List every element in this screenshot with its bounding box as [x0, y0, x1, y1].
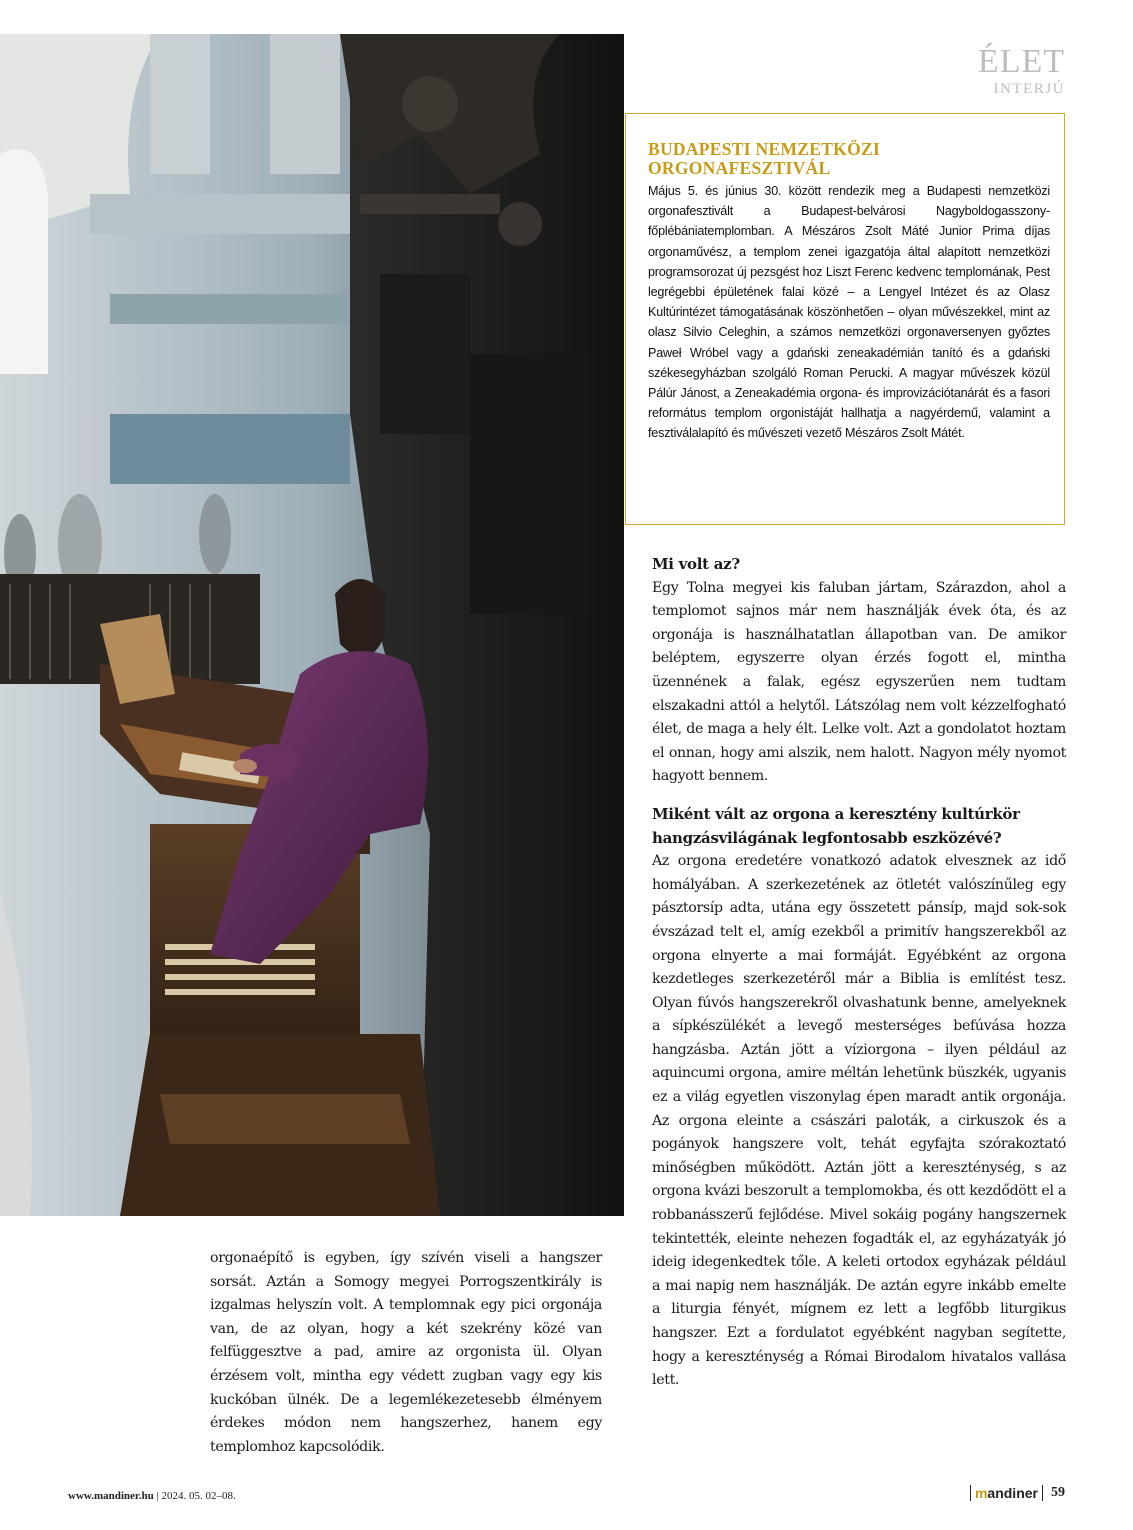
answer-2: Az orgona eredetére vonatkozó adatok elvesznek az idő homályában. A szerkezetének az ötletét valószínűleg egy pásztorsíp adta, utána egy összetett pánsíp, majd sok-sok évszázad telt el, amíg ezekből a primitív hangszerekből az orgona elnyerte a mai formáját. Egyébként az orgona kezdetleges szerkezetéről már a Biblia is említést tesz. Olyan fúvós hangszerekről olvashatunk benne, amelyeknek a sípkészülékét a levegő mesterséges befúvása hozza hangzásba. Aztán jött a víziorgona – ilyen például az aquincumi orgona, amire méltán lehetünk büszkék, ugyanis ez a világ egyetlen viszonylag épen maradt antik orgonája. Az orgona eleinte a császári paloták, a cirkuszok és a pogányok hangszere volt, tehát egyfajta szórakoztató minőségben működött. Aztán jött a kereszténység, s az orgona kvázi beszorult a templomokba, és ott kezdődött el a robbanásszerű fejlődése. Mivel sokáig pogány hangszernek tekintették, eleinte nehezen fogadták el, az egyházatyák jó ideig idegenkedtek tőle. A keleti ortodox egyházak például a mai napig nem használják. De aztán egyre inkább emelte a liturgia fényét, mígnem ez lett a legfőbb liturgikus hangszer. Ezt a fordulatot egyébként nagyban segítette, hogy a kereszténység a Római Birodalom hivatalos vallása lett. — [652, 853, 1066, 1389]
infobox-text: Május 5. és június 30. között rendezik meg a Budapesti nemzetközi orgonafesztivált a Budapest-belvárosi Nagyboldogasszony-főplébániatemplomban. A Mészáros Zsolt Máté Junior Prima díjas orgonaművész, a templom zenei igazgatója által alapított nemzetközi programsorozat új pezsgést hoz Liszt Ferenc kedvenc templomának, Pest legrégebbi épületének falai közé – a Lengyel Intézet és az Olasz Kultúrintézet támogatásának köszönhetően – olyan művészekkel, mint az olasz Silvio Celeghin, a számos nemzetközi orgonaversenyen győztes Paweł Wróbel vagy a gdański zeneakadémián tanító és a gdański székesegyházban szolgáló Roman Perucki. A magyar művészek közül Pálúr Jánost, a Zeneakadémia orgona- és improvizációtanárát és a fasori református templom orgonistáját hallhatja a nagyérdemű, valamint a fesztiválalapító és művészeti vezető Mészáros Zsolt Mátét. — [648, 184, 1050, 441]
page-number: 59 — [1051, 1485, 1065, 1500]
left-column-text: orgonaépítő is egyben, így szívén viseli a hangszer sorsát. Aztán a Somogy megyei Porrogszentkirály is izgalmas helyszín volt. A templomnak egy pici orgonája van, de az olyan, hogy a két szekrény közé van felfüggesztve a pad, amire az orgonista ül. Olyan érzésem volt, mintha egy védett zugban vagy egy kis kuckóban ülnék. De a legemlékezetesebb élményem érdekes módon nem hangszerhez, hanem egy templomhoz kapcsolódik. — [210, 1250, 602, 1455]
footer-date: 2024. 05. 02–08. — [161, 1490, 236, 1502]
footer-url[interactable]: www.mandiner.hu — [68, 1490, 154, 1502]
section-header — [978, 44, 1065, 98]
answer-1: Egy Tolna megyei kis faluban jártam, Szárazdon, ahol a templomot sajnos már nem használják évek óta, és az orgonája is használhatatlan állapotban van. De amikor beléptem, egyszerre olyan érzés fogott el, mintha üzennének a falak, egész egyszerűen nem tudtam elszakadni attól a helytől. Látszólag nem volt kézzelfogható élet, de maga a hely élt. Lelke volt. Azt a gondolatot hoztam el onnan, hogy ami alszik, nem halott. Nagyon mély nyomot hagyott bennem. — [652, 579, 1066, 785]
festival-infobox — [625, 113, 1065, 525]
question-2: Miként vált az orgona a keresztény kultúrkör hangzásvilágának legfontosabb eszközévé? — [652, 804, 1020, 847]
section-title: ÉLET — [977, 43, 1065, 80]
infobox-title: BUDAPESTI NEMZETKÖZI ORGONAFESZTIVÁL — [648, 139, 881, 178]
footer-brand-area — [970, 1485, 1065, 1501]
article-right-column — [652, 553, 1066, 1393]
question-1: Mi volt az? — [652, 555, 740, 573]
organ-player-photo — [0, 34, 624, 1216]
brand-logo: mandiner — [970, 1485, 1043, 1501]
article-left-column — [210, 1247, 602, 1459]
footer-info: www.mandiner.hu | 2024. 05. 02–08. — [68, 1490, 236, 1502]
section-subtitle: INTERJÚ — [993, 81, 1065, 97]
